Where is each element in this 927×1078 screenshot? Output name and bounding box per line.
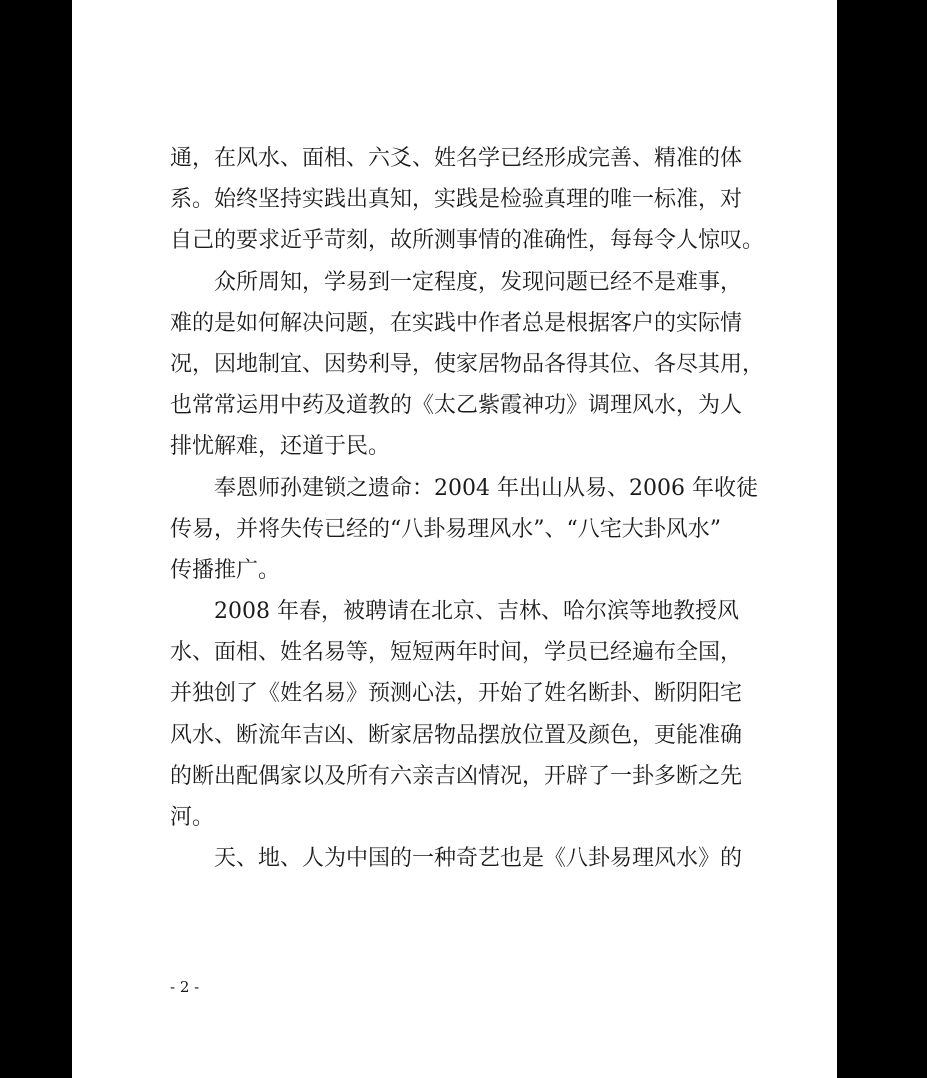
text-line: 并独创了《姓名易》预测心法，开始了姓名断卦、断阴阳宅 bbox=[170, 681, 743, 707]
text-line: 传播推广。 bbox=[170, 557, 281, 583]
text-line: 难的是如何解决问题，在实践中作者总是根据客户的实际情 bbox=[170, 310, 743, 336]
body-text bbox=[170, 138, 765, 879]
text-line: 传易，并将失传已经的“八卦易理风水”、“八宅大卦风水” bbox=[170, 516, 721, 542]
text-line: 系。始终坚持实践出真知，实践是检验真理的唯一标准，对 bbox=[170, 187, 743, 213]
text-line: 况，因地制宜、因势利导，使家居物品各得其位、各尽其用， bbox=[170, 351, 765, 377]
text-line: 的断出配偶家以及所有六亲吉凶情况，开辟了一卦多断之先 bbox=[170, 763, 743, 789]
paragraph-start-line: 天、地、人为中国的一种奇艺也是《八卦易理风水》的 bbox=[214, 846, 743, 872]
document-page bbox=[72, 0, 837, 1078]
text-line: 水、面相、姓名易等，短短两年时间，学员已经遍布全国， bbox=[170, 640, 743, 666]
paragraph-start-line: 众所周知，学易到一定程度，发现问题已经不是难事， bbox=[214, 269, 743, 295]
page-number: - 2 - bbox=[170, 978, 200, 996]
text-line: 通，在风水、面相、六爻、姓名学已经形成完善、精准的体 bbox=[170, 146, 743, 171]
text-line: 河。 bbox=[170, 805, 215, 830]
paragraph-start-line: 奉恩师孙建锁之遗命：2004 年出山从易、2006 年收徒 bbox=[214, 475, 758, 501]
text-line: 自己的要求近乎苛刻，故所测事情的准确性，每每令人惊叹。 bbox=[170, 228, 765, 254]
text-line: 也常常运用中药及道教的《太乙紫霞神功》调理风水，为人 bbox=[170, 393, 743, 419]
text-line: 风水、断流年吉凶、断家居物品摆放位置及颜色，更能准确 bbox=[170, 722, 743, 748]
text-line: 排忧解难，还道于民。 bbox=[170, 434, 391, 460]
paragraph-start-line: 2008 年春，被聘请在北京、吉林、哈尔滨等地教授风 bbox=[214, 599, 739, 625]
